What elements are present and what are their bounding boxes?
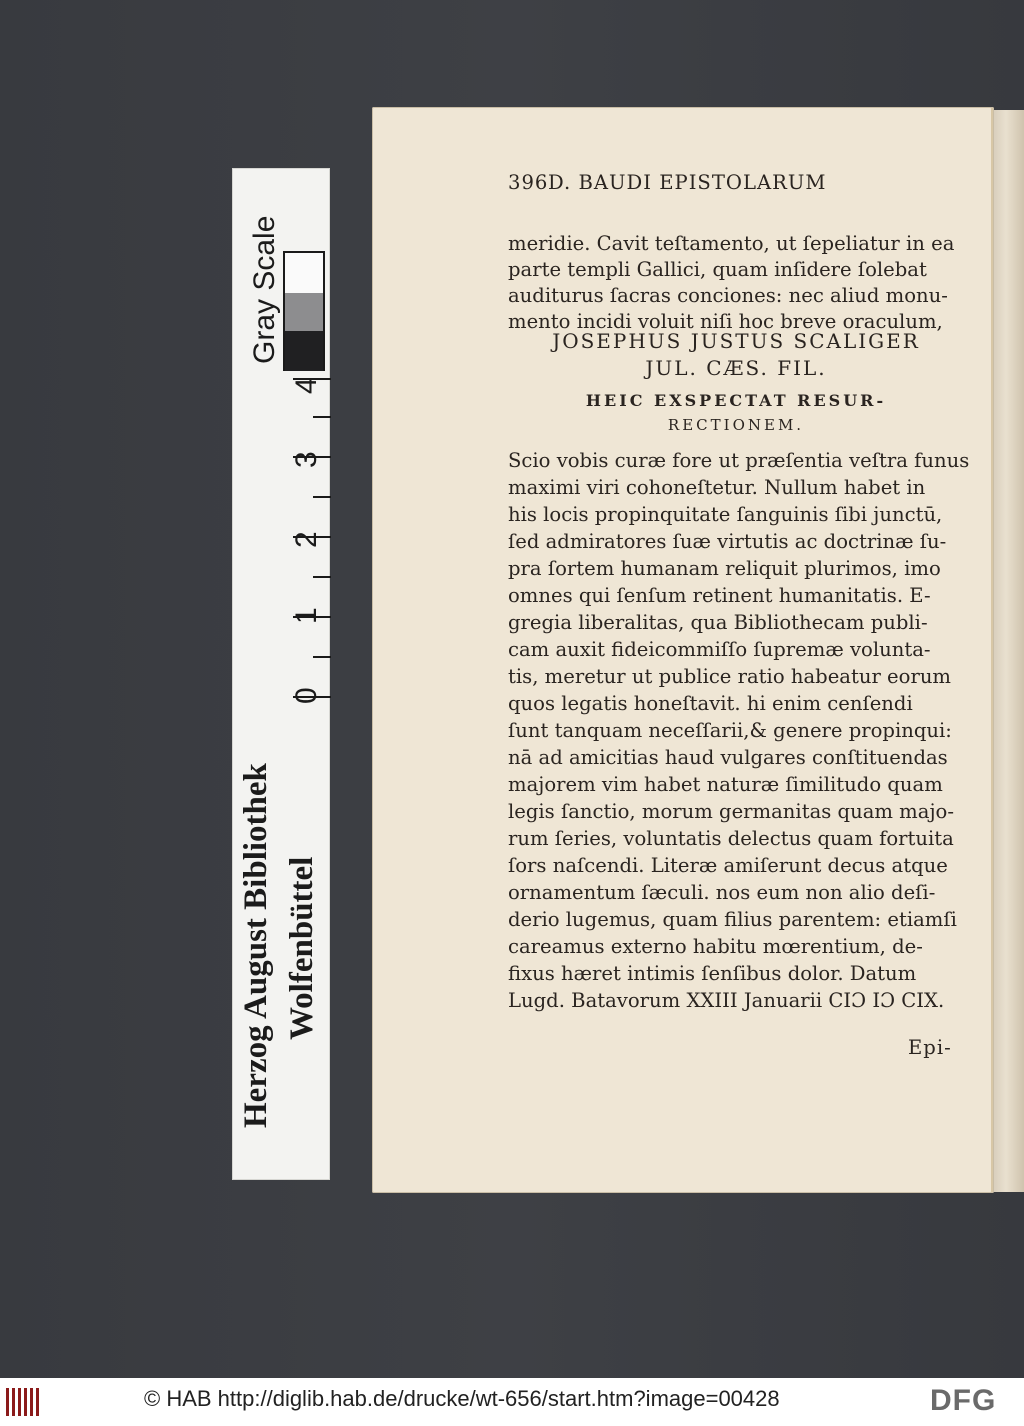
facing-page-edge xyxy=(994,110,1024,1192)
text-line: parte templi Gallici, quam inſidere ſolebat xyxy=(508,258,927,281)
text-line: nā ad amicitias haud vulgares conſtituendas xyxy=(508,746,948,769)
catchword: Epi- xyxy=(908,1036,952,1059)
text-line: majorem vim habet naturæ ſimilitudo quam xyxy=(508,773,943,796)
library-location: Wolfenbüttel xyxy=(284,856,320,1040)
text-line: ſed admiratores ſuæ virtutis ac doctrinæ ſu- xyxy=(508,530,947,553)
text-line: tis, meretur ut publice ratio habeatur eorum xyxy=(508,665,952,688)
library-name: Herzog August Bibliothek xyxy=(238,763,274,1128)
gray-patch xyxy=(285,293,323,331)
inscription-line: JOSEPHUS JUSTUS SCALIGER xyxy=(552,329,920,353)
text-line: maximi viri cohoneſtetur. Nullum habet in xyxy=(508,476,926,499)
copyright-link[interactable]: © HAB http://diglib.hab.de/drucke/wt-656/start.htm?image=00428 xyxy=(144,1386,780,1411)
text-line: fixus hæret intimis ſenſibus dolor. Datum xyxy=(508,962,917,985)
gray-scale-label: Gray Scale xyxy=(248,215,281,364)
text-line: ſors naſcendi. Literæ amiſerunt decus atque xyxy=(508,854,948,877)
ruler-number-4: 4 xyxy=(290,377,323,394)
text-line: legis ſanctio, morum germanitas quam majo- xyxy=(508,800,954,823)
inscription-line: JUL. CÆS. FIL. xyxy=(645,356,827,380)
ruler-number-3: 3 xyxy=(290,451,323,468)
dfg-logo: DFG xyxy=(930,1384,997,1417)
text-line: his locis propinquitate ſanguinis ſibi junctū, xyxy=(508,503,943,526)
gray-scale-patches xyxy=(283,251,325,371)
text-line: cam auxit fideicommiſſo ſupremæ volunta- xyxy=(508,638,931,661)
hab-logo-icon xyxy=(6,1388,40,1416)
white-patch xyxy=(285,253,323,293)
text-line: ſunt tanquam neceſſarii,& genere propinqui: xyxy=(508,719,952,742)
ruler-number-1: 1 xyxy=(290,607,323,624)
text-line: careamus externo habitu mœrentium, de- xyxy=(508,935,923,958)
ruler-number-2: 2 xyxy=(290,531,323,548)
text-line: mento incidi voluit niſi hoc breve oraculum, xyxy=(508,310,943,333)
text-line: pra ſortem humanam reliquit plurimos, imo xyxy=(508,557,941,580)
text-line: gregia liberalitas, qua Bibliothecam publi- xyxy=(508,611,928,634)
text-line: Scio vobis curæ fore ut præſentia veſtra funus xyxy=(508,449,970,472)
inscription-line: RECTIONEM. xyxy=(667,416,805,434)
text-line: meridie. Cavit teſtamento, ut ſepeliatur in ea xyxy=(508,232,955,255)
text-line: quos legatis honeſtavit. hi enim cenſendi xyxy=(508,692,913,715)
page-text xyxy=(508,0,970,1200)
text-line: auditurus ſacras conciones: nec aliud monu- xyxy=(508,284,948,307)
text-line: rum ſeries, voluntatis delectus quam fortuita xyxy=(508,827,954,850)
text-line: omnes qui ſenſum retinent humanitatis. E- xyxy=(508,584,931,607)
page-number: 396 xyxy=(508,171,549,194)
running-title: D. BAUDI EPISTOLARUM xyxy=(548,171,827,194)
inscription-line: HEIC EXSPECTAT RESUR- xyxy=(585,391,887,410)
black-patch xyxy=(285,331,323,371)
viewer-footer xyxy=(0,1378,1024,1426)
text-line: Lugd. Batavorum XXIII Januarii CIƆ IƆ CIX. xyxy=(508,989,945,1012)
text-line: ornamentum ſæculi. nos eum non alio deſi- xyxy=(508,881,936,904)
text-line: derio lugemus, quam filius parentem: etiamſi xyxy=(508,908,957,931)
ruler-number-0: 0 xyxy=(290,687,323,704)
